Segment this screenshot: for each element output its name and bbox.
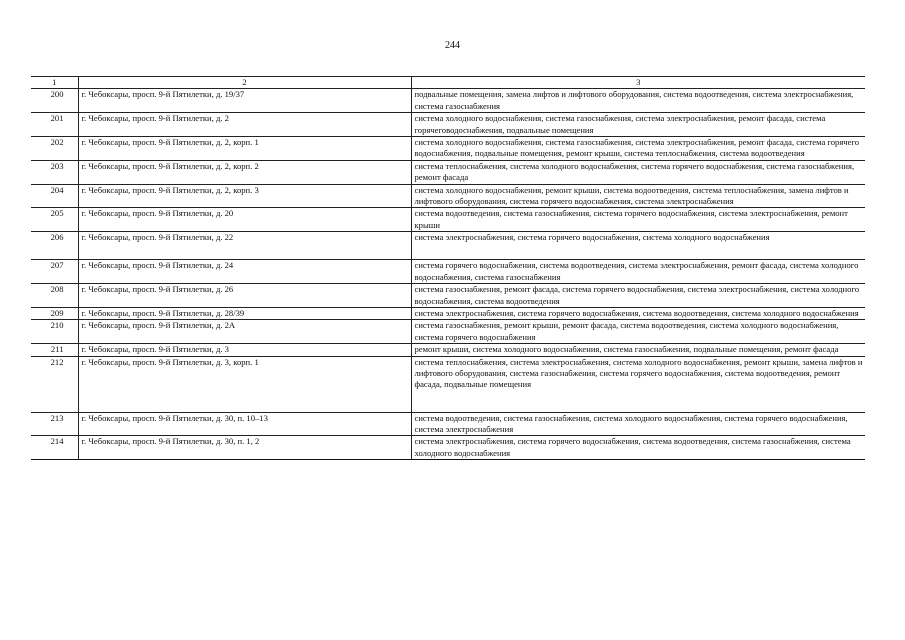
table-row — [31, 137, 865, 161]
column-header-address: 2 — [78, 77, 411, 89]
row-number: 212 — [31, 356, 78, 412]
row-works: система газоснабжения, ремонт крыши, ремонт фасада, система водоотведения, система холодного водоснабжения, система горячего водоснабжения — [411, 320, 865, 344]
row-address: г. Чебоксары, просп. 9-й Пятилетки, д. 28/39 — [78, 307, 411, 319]
row-works: система электроснабжения, система горячего водоснабжения, система водоотведения, система холодного водоснабжения — [411, 307, 865, 319]
table-row — [31, 412, 865, 436]
row-works: система холодного водоснабжения, ремонт крыши, система водоотведения, система теплоснабжения, замена лифтов и лифтового оборудования, система горячего водоснабжения, система электроснабжения — [411, 184, 865, 208]
row-works: система электроснабжения, система горячего водоснабжения, система водоотведения, система газоснабжения, система холодного водоснабжения — [411, 436, 865, 460]
row-works: система горячего водоснабжения, система водоотведения, система электроснабжения, ремонт фасада, система холодного водоснабжения, система газоснабжения — [411, 260, 865, 284]
row-works: система электроснабжения, система горячего водоснабжения, система холодного водоснабжения — [411, 232, 865, 260]
row-works: система водоотведения, система газоснабжения, система горячего водоснабжения, система электроснабжения, ремонт крыши — [411, 208, 865, 232]
row-address: г. Чебоксары, просп. 9-й Пятилетки, д. 2, корп. 2 — [78, 160, 411, 184]
table-row — [31, 113, 865, 137]
row-address: г. Чебоксары, просп. 9-й Пятилетки, д. 20 — [78, 208, 411, 232]
row-number: 210 — [31, 320, 78, 344]
row-address: г. Чебоксары, просп. 9-й Пятилетки, д. 30, п. 1, 2 — [78, 436, 411, 460]
row-address: г. Чебоксары, просп. 9-й Пятилетки, д. 24 — [78, 260, 411, 284]
row-number: 211 — [31, 344, 78, 356]
table-row — [31, 89, 865, 113]
table-row — [31, 160, 865, 184]
page-number: 244 — [445, 40, 460, 51]
column-header-works: 3 — [411, 77, 865, 89]
row-number: 202 — [31, 137, 78, 161]
row-works: система водоотведения, система газоснабжения, система холодного водоснабжения, система горячего водоснабжения, система электроснабжения — [411, 412, 865, 436]
table-row — [31, 356, 865, 412]
row-works: система теплоснабжения, система холодного водоснабжения, система горячего водоснабжения, система газоснабжения, ремонт фасада — [411, 160, 865, 184]
row-address: г. Чебоксары, просп. 9-й Пятилетки, д. 3 — [78, 344, 411, 356]
table-row — [31, 344, 865, 356]
row-number: 213 — [31, 412, 78, 436]
row-number: 206 — [31, 232, 78, 260]
row-address: г. Чебоксары, просп. 9-й Пятилетки, д. 22 — [78, 232, 411, 260]
row-number: 209 — [31, 307, 78, 319]
row-address: г. Чебоксары, просп. 9-й Пятилетки, д. 19/37 — [78, 89, 411, 113]
row-works: подвальные помещения, замена лифтов и лифтового оборудования, система водоотведения, система электроснабжения, система газоснабжения — [411, 89, 865, 113]
row-number: 203 — [31, 160, 78, 184]
row-address: г. Чебоксары, просп. 9-й Пятилетки, д. 2 — [78, 113, 411, 137]
row-works: ремонт крыши, система холодного водоснабжения, система газоснабжения, подвальные помещения, ремонт фасада — [411, 344, 865, 356]
table-row — [31, 307, 865, 319]
row-number: 201 — [31, 113, 78, 137]
table-row — [31, 284, 865, 308]
row-address: г. Чебоксары, просп. 9-й Пятилетки, д. 3, корп. 1 — [78, 356, 411, 412]
row-address: г. Чебоксары, просп. 9-й Пятилетки, д. 2А — [78, 320, 411, 344]
row-number: 207 — [31, 260, 78, 284]
column-header-number: 1 — [31, 77, 78, 89]
row-number: 214 — [31, 436, 78, 460]
table-row — [31, 232, 865, 260]
table-header-row — [31, 77, 865, 89]
table-row — [31, 436, 865, 460]
row-works: система газоснабжения, ремонт фасада, система горячего водоснабжения, система электроснабжения, система холодного водоснабжения, система водоотведения — [411, 284, 865, 308]
table-row — [31, 208, 865, 232]
row-number: 208 — [31, 284, 78, 308]
table-row — [31, 260, 865, 284]
table-row — [31, 320, 865, 344]
row-number: 205 — [31, 208, 78, 232]
row-number: 204 — [31, 184, 78, 208]
row-works: система холодного водоснабжения, система газоснабжения, система электроснабжения, ремонт фасада, система горячего водоснабжения, подвальные помещения, ремонт крыши, система теплоснабжения, система водоотведения — [411, 137, 865, 161]
row-address: г. Чебоксары, просп. 9-й Пятилетки, д. 26 — [78, 284, 411, 308]
row-works: система холодного водоснабжения, система газоснабжения, система электроснабжения, ремонт фасада, система горячеговодоснабжения, подвальные помещения — [411, 113, 865, 137]
address-works-table — [31, 76, 865, 460]
row-address: г. Чебоксары, просп. 9-й Пятилетки, д. 30, п. 10–13 — [78, 412, 411, 436]
row-address: г. Чебоксары, просп. 9-й Пятилетки, д. 2, корп. 3 — [78, 184, 411, 208]
table-row — [31, 184, 865, 208]
row-works: система теплоснабжения, система электроснабжения, система холодного водоснабжения, ремонт крыши, замена лифтов и лифтового оборудования, система газоснабжения, система горячего водоснабжения, система водоотведения, ремонт фасада, подвальные помещения — [411, 356, 865, 412]
row-address: г. Чебоксары, просп. 9-й Пятилетки, д. 2, корп. 1 — [78, 137, 411, 161]
row-number: 200 — [31, 89, 78, 113]
